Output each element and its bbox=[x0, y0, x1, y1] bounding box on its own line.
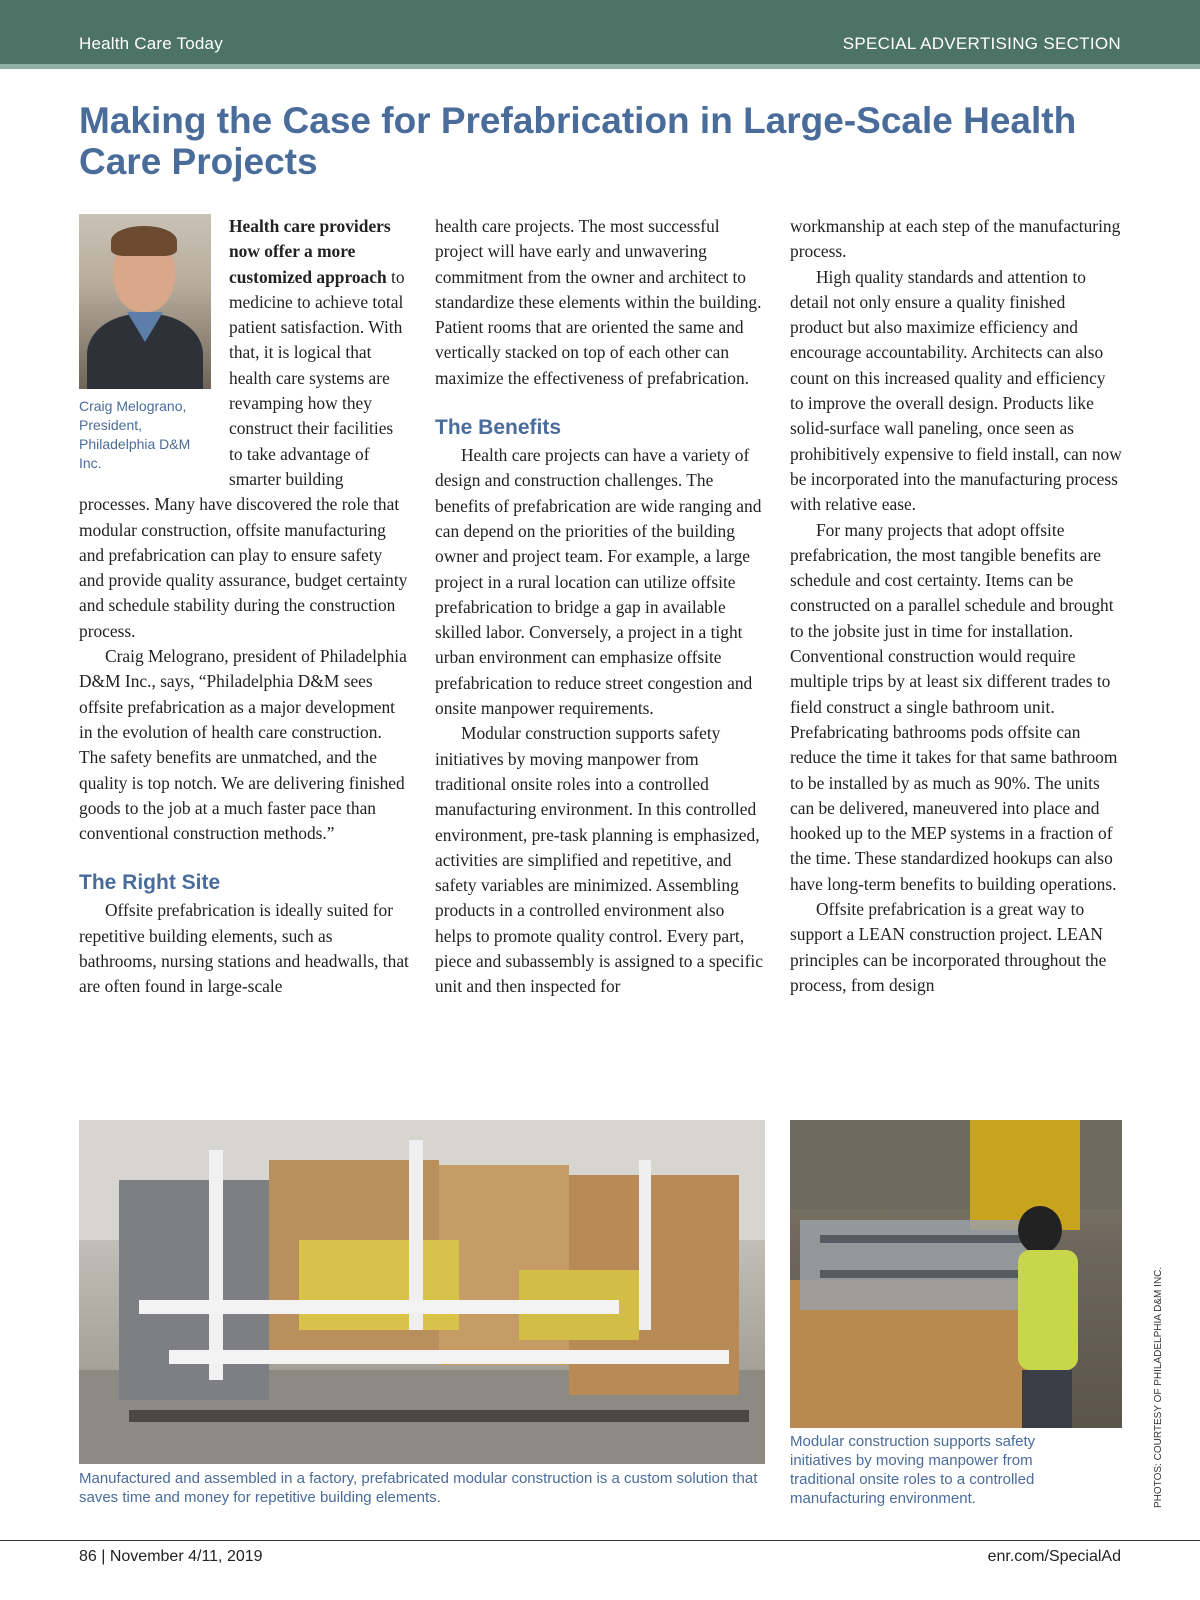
quote-paragraph: Craig Melograno, president of Philadelphia D&M Inc., says, “Philadelphia D&M sees offsite prefabrication as a major development in the evolution of health care construction. The safety benefits are unmatched, and the quality is top notch. We are delivering finished goods to the job at a much faster pace than conventional construction methods.” bbox=[79, 646, 407, 844]
col3-paragraph-2: High quality standards and attention to detail not only ensure a quality finished product but also maximize efficiency and encourage accountability. Architects can also count on this increased quality and efficiency to improve the overall design. Products like solid-surface wall paneling, once seen as prohibitively expensive to field install, can now be incorporated into the manufacturing process with relative ease. bbox=[790, 266, 1122, 515]
col3-paragraph-1: workmanship at each step of the manufacturing process. bbox=[790, 216, 1121, 262]
header-bar bbox=[0, 0, 1200, 64]
col3-paragraph-4: Offsite prefabrication is a great way to support a LEAN construction project. LEAN principles can be incorporated throughout the process, from design bbox=[790, 899, 1107, 995]
column-1 bbox=[79, 214, 409, 1000]
author-portrait bbox=[79, 214, 211, 473]
lead-bold: Health care providers now offer a more customized approach bbox=[229, 216, 391, 287]
welder-illustration bbox=[790, 1120, 1122, 1428]
main-photo-caption: Manufactured and assembled in a factory, prefabricated modular construction is a custom solution that saves time and money for repetitive building elements. bbox=[79, 1470, 758, 1506]
col2-paragraph-1: health care projects. The most successful project will have early and unwavering commitment from the owner and architect to standardize these elements within the building. Patient rooms that are oriented the same and vertically stacked on top of each other can maximize the effectiveness of prefabrication. bbox=[435, 216, 762, 388]
portrait-caption: Craig Melograno, President, Philadelphia D&M Inc. bbox=[79, 398, 191, 471]
advertising-label: SPECIAL ADVERTISING SECTION bbox=[842, 34, 1121, 53]
heading-right-site: The Right Site bbox=[79, 871, 221, 895]
side-photo-caption: Modular construction supports safety initiatives by moving manpower from traditional onsite roles to a controlled manufacturing environment. bbox=[790, 1433, 1036, 1507]
factory-modules-photo bbox=[79, 1120, 765, 1464]
column-3 bbox=[790, 214, 1122, 998]
footer-url[interactable]: enr.com/SpecialAd bbox=[987, 1548, 1121, 1565]
col2-paragraph-3: Modular construction supports safety initiatives by moving manpower from traditional onsite roles into a controlled manufacturing environment. In this controlled environment, pre-task planning is emphasized, activities are simplified and repetitive, and safety variables are minimized. Assembling products in a controlled environment also helps to promote quality control. Every part, piece and subassembly is assigned to a specific unit and then inspected for bbox=[435, 723, 763, 997]
column-2 bbox=[435, 214, 765, 1000]
page-number-date: 86 | November 4/11, 2019 bbox=[79, 1548, 263, 1565]
author-photo bbox=[79, 214, 211, 389]
lead-rest: to medicine to achieve total patient satisfaction. With that, it is logical that health care systems are revamping how they construct their facilities to take advantage of smarter building processes. Many have discovered the role that modular construction, offsite manufacturing and prefabrication can play to ensure safety and provide quality assurance, budget certainty and schedule stability during the construction process. bbox=[79, 266, 408, 641]
article-title: Making the Case for Prefabrication in Large-Scale Health Care Projects bbox=[79, 100, 1077, 182]
col3-paragraph-3: For many projects that adopt offsite prefabrication, the most tangible benefits are schedule and cost certainty. Items can be constructed on a parallel schedule and brought to the jobsite just in time for installation. Conventional construction would require multiple trips by at least six different trades to field construct a single bathroom unit. Prefabricating bathrooms pods offsite can reduce the time it takes for that same bathroom to be installed by as much as 90%. The units can be delivered, maneuvered into place and hooked up to the MEP systems in a fraction of the time. These standardized hookups can also have long-term benefits to building operations. bbox=[790, 519, 1118, 894]
right-site-paragraph: Offsite prefabrication is ideally suited for repetitive building elements, such as bathrooms, nursing stations and headwalls, that are often found in large-scale bbox=[79, 900, 409, 997]
factory-modules-illustration bbox=[79, 1120, 765, 1464]
col2-paragraph-2: Health care projects can have a variety of design and construction challenges. The benefits of prefabrication are wide ranging and can depend on the priorities of the building owner and project team. For example, a large project in a rural location can utilize offsite prefabrication to bridge a gap in available skilled labor. Conversely, a project in a tight urban environment can emphasize offsite prefabrication to reduce street congestion and onsite manpower requirements. bbox=[435, 445, 762, 719]
welder-photo bbox=[790, 1120, 1122, 1428]
section-name: Health Care Today bbox=[79, 34, 223, 53]
heading-benefits: The Benefits bbox=[435, 416, 562, 440]
footer-rule bbox=[0, 1540, 1200, 1541]
header-stripe bbox=[0, 64, 1200, 69]
photo-credit: PHOTOS: COURTESY OF PHILADELPHIA D&M INC. bbox=[1153, 1266, 1164, 1508]
